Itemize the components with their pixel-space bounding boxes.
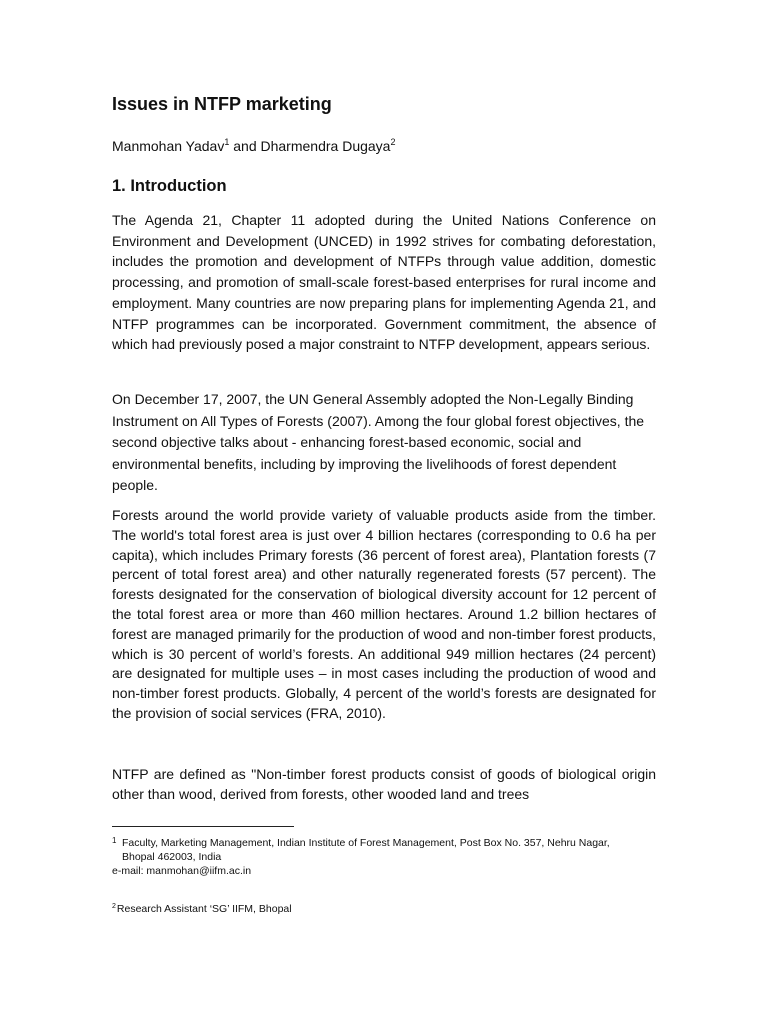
author-2-name: Dharmendra Dugaya	[260, 138, 391, 154]
author-line	[112, 137, 395, 155]
footnote-1	[112, 834, 672, 878]
paragraph-agenda-21: The Agenda 21, Chapter 11 adopted during the United Nations Conference on Environment and Development (UNCED) in 1992 strives for combating deforestation, includes the promotion and development of NTFPs through value addition, domestic processing, and promotion of small-scale forest-based enterprises for rural income and employment. Many countries are now preparing plans for implementing Agenda 21, and NTFP programmes can be incorporated. Government commitment, the absence of which had previously posed a major constraint to NTFP development, appears serious.	[112, 212, 656, 353]
paragraph-world-forests: Forests around the world provide variety of valuable products aside from the timber. The world's total forest area is just over 4 billion hectares (corresponding to 0.6 ha per capita), which includes Primary forests (36 percent of forest area), Plantation forests (7 percent of total forest area) and other naturally regenerated forests (57 percent). The forests designated for the conservation of biological diversity account for 12 percent of the total forest area or more than 460 million hectares. Around 1.2 billion hectares of forest are managed primarily for the production of wood and non-timber forest products, which is 30 percent of world’s forests. An additional 949 million hectares (24 percent) are designated for multiple uses – in most cases including the production of wood and non-timber forest products. Globally, 4 percent of the world’s forests are designated for the provision of social services (FRA, 2010).	[112, 507, 656, 721]
author-1-footnote-ref[interactable]: 1	[224, 137, 230, 147]
footnote-divider	[112, 826, 294, 827]
author-2-footnote-ref[interactable]: 2	[390, 137, 396, 147]
footnote-1-email: e-mail: manmohan@iifm.ac.in	[112, 865, 252, 877]
paragraph-un-general-assembly: On December 17, 2007, the UN General Assembly adopted the Non-Legally Binding Instrument on All Types of Forests (2007). Among the four global forest objectives, the second objective talks about - enhancing forest-based economic, social and environmental benefits, including by improving the livelihoods of forest dependent people.	[112, 391, 645, 494]
footnote-2	[112, 900, 292, 916]
author-1-name: Manmohan Yadav	[112, 138, 225, 154]
footnote-2-number: 2	[112, 903, 116, 910]
author-conjunction: and	[233, 138, 257, 154]
section-heading-introduction: 1. Introduction	[112, 177, 227, 195]
footnote-1-line-1	[112, 834, 672, 850]
footnote-2-text: Research Assistant ‘SG’ IIFM, Bhopal	[116, 903, 292, 915]
footnote-1-number: 1	[112, 836, 117, 845]
footnote-1-address: Bhopal 462003, India	[122, 851, 222, 863]
footnote-1-affiliation: Faculty, Marketing Management, Indian Institute of Forest Management, Post Box No. 357, Nehru Nagar,	[122, 837, 610, 849]
paragraph-ntfp-definition: NTFP are defined as "Non-timber forest products consist of goods of biological origin other than wood, derived from forests, other wooded land and trees	[112, 766, 656, 802]
document-title: Issues in NTFP marketing	[112, 94, 332, 114]
